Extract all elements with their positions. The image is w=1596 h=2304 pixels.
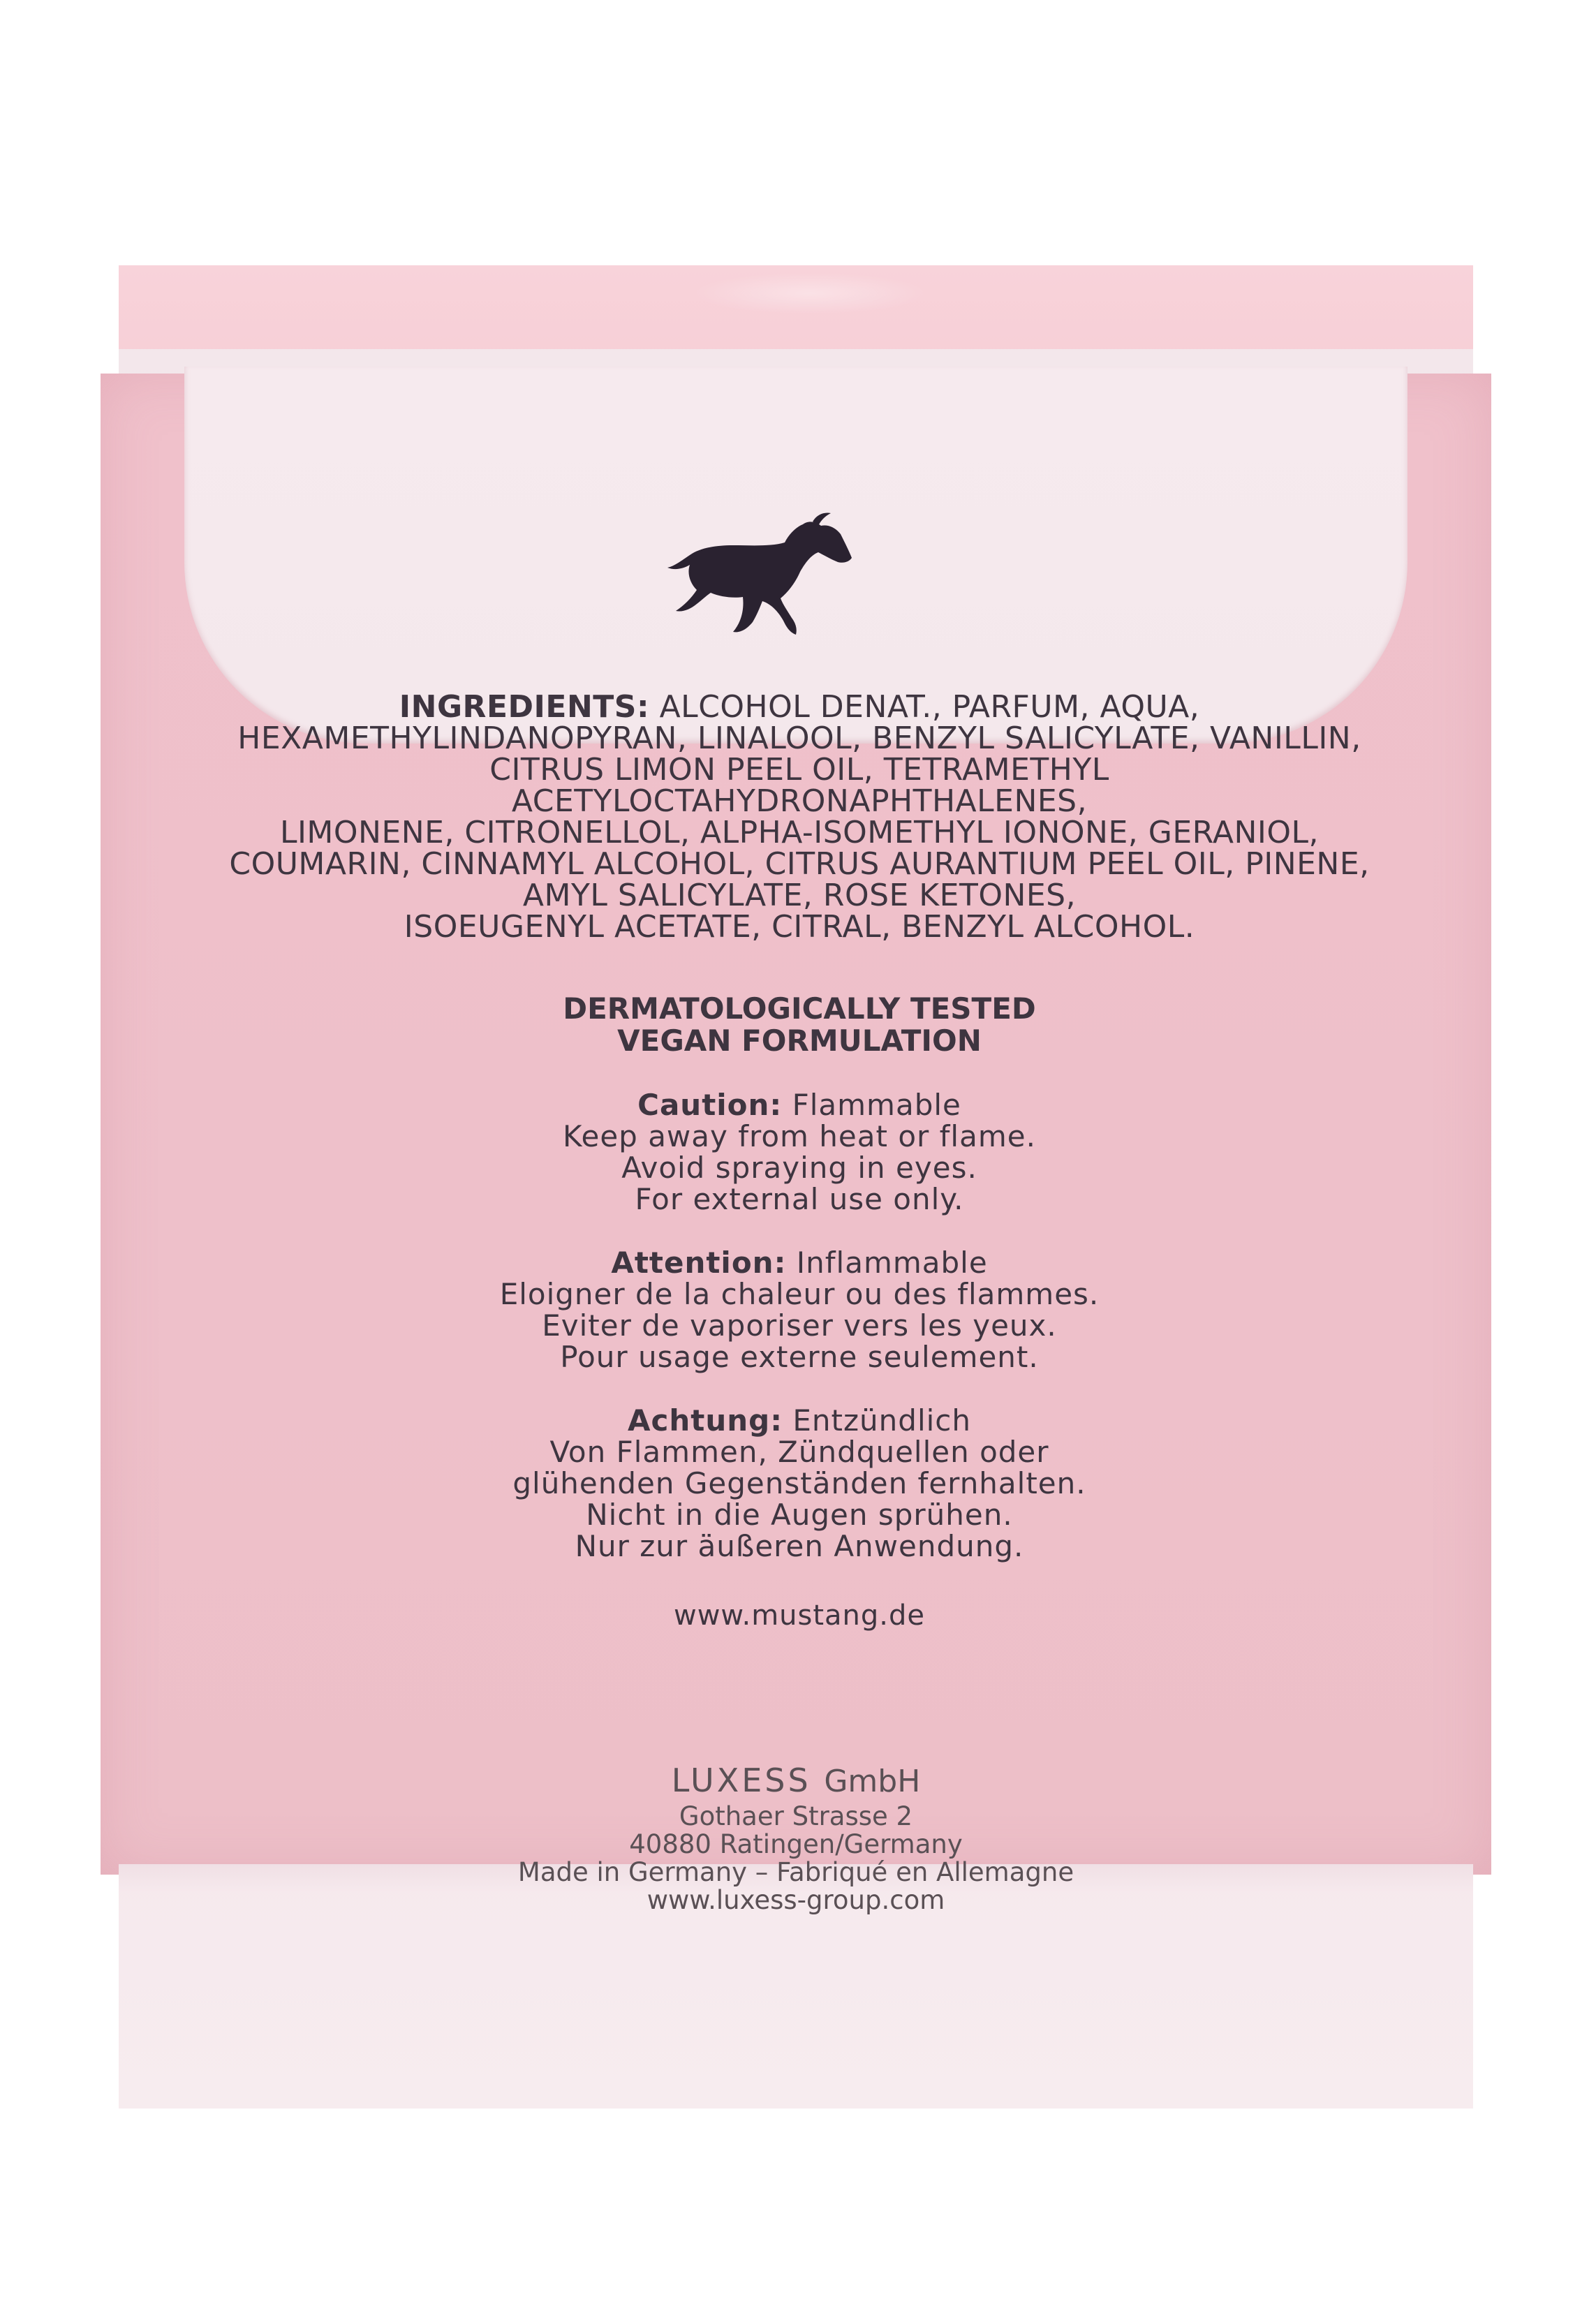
caution-french	[140, 1247, 1459, 1373]
ingredients-line: ISOEUGENYL ACETATE, CITRAL, BENZYL ALCOHOL.	[404, 909, 1195, 945]
caution-label: Attention:	[611, 1246, 787, 1280]
caution-line: For external use only.	[635, 1182, 964, 1216]
caution-heading	[140, 1247, 1459, 1278]
ingredients-text: ALCOHOL DENAT., PARFUM, AQUA,	[659, 689, 1200, 725]
company-street: Gothaer Strasse 2	[679, 1801, 913, 1831]
caution-line: Eloigner de la chaleur ou des flammes.	[499, 1277, 1100, 1311]
ingredients-line: COUMARIN, CINNAMYL ALCOHOL, CITRUS AURANTIUM PEEL OIL, PINENE,	[229, 846, 1370, 882]
ingredients-line: HEXAMETHYLINDANOPYRAN, LINALOOL, BENZYL SALICYLATE, VANILLIN,	[237, 721, 1361, 756]
caution-label: Caution:	[637, 1088, 783, 1122]
caution-line: glühenden Gegenständen fernhalten.	[512, 1466, 1086, 1500]
caution-head: Inflammable	[796, 1246, 988, 1280]
label-text	[140, 691, 1459, 1632]
caution-head: Entzündlich	[792, 1403, 972, 1438]
caution-line: Nicht in die Augen sprühen.	[586, 1498, 1013, 1532]
brand-url: www.mustang.de	[674, 1600, 925, 1632]
company-info	[119, 1759, 1473, 1914]
caution-line: Keep away from heat or flame.	[563, 1119, 1036, 1153]
ingredients-line: AMYL SALICYLATE, ROSE KETONES,	[522, 878, 1077, 913]
company-city: 40880 Ratingen/Germany	[629, 1829, 963, 1859]
company-made-in: Made in Germany – Fabriqué en Allemagne	[517, 1857, 1074, 1887]
caution-line: Von Flammen, Zündquellen oder	[549, 1435, 1049, 1469]
company-url: www.luxess-group.com	[646, 1885, 945, 1915]
company-name	[119, 1759, 1473, 1803]
claim-vegan-formulation: VEGAN FORMULATION	[617, 1024, 982, 1058]
caution-head: Flammable	[792, 1088, 961, 1122]
ingredients-block	[140, 691, 1459, 943]
caution-heading	[140, 1089, 1459, 1121]
product-claims	[140, 993, 1459, 1057]
claim-dermatologically-tested: DERMATOLOGICALLY TESTED	[563, 991, 1036, 1026]
caution-line: Pour usage externe seulement.	[560, 1340, 1039, 1374]
caution-german	[140, 1405, 1459, 1562]
ingredients-line: CITRUS LIMON PEEL OIL, TETRAMETHYL	[489, 752, 1109, 788]
caution-heading	[140, 1405, 1459, 1436]
company-suffix: GmbH	[824, 1764, 921, 1799]
caution-line: Eviter de vaporiser vers les yeux.	[542, 1308, 1057, 1343]
lid-sheen	[691, 272, 929, 314]
ingredients-line	[140, 691, 1459, 723]
ingredients-label: INGREDIENTS:	[399, 689, 650, 725]
company-brand: LUXESS	[671, 1762, 811, 1799]
caution-line: Nur zur äußeren Anwendung.	[575, 1529, 1024, 1563]
caution-english	[140, 1089, 1459, 1215]
caution-label: Achtung:	[627, 1403, 783, 1438]
caution-line: Avoid spraying in eyes.	[621, 1151, 977, 1185]
ingredients-line: LIMONENE, CITRONELLOL, ALPHA-ISOMETHYL IONONE, GERANIOL,	[279, 815, 1320, 850]
ingredients-line: ACETYLOCTAHYDRONAPHTHALENES,	[511, 783, 1088, 819]
horse-logo-icon	[666, 506, 862, 646]
